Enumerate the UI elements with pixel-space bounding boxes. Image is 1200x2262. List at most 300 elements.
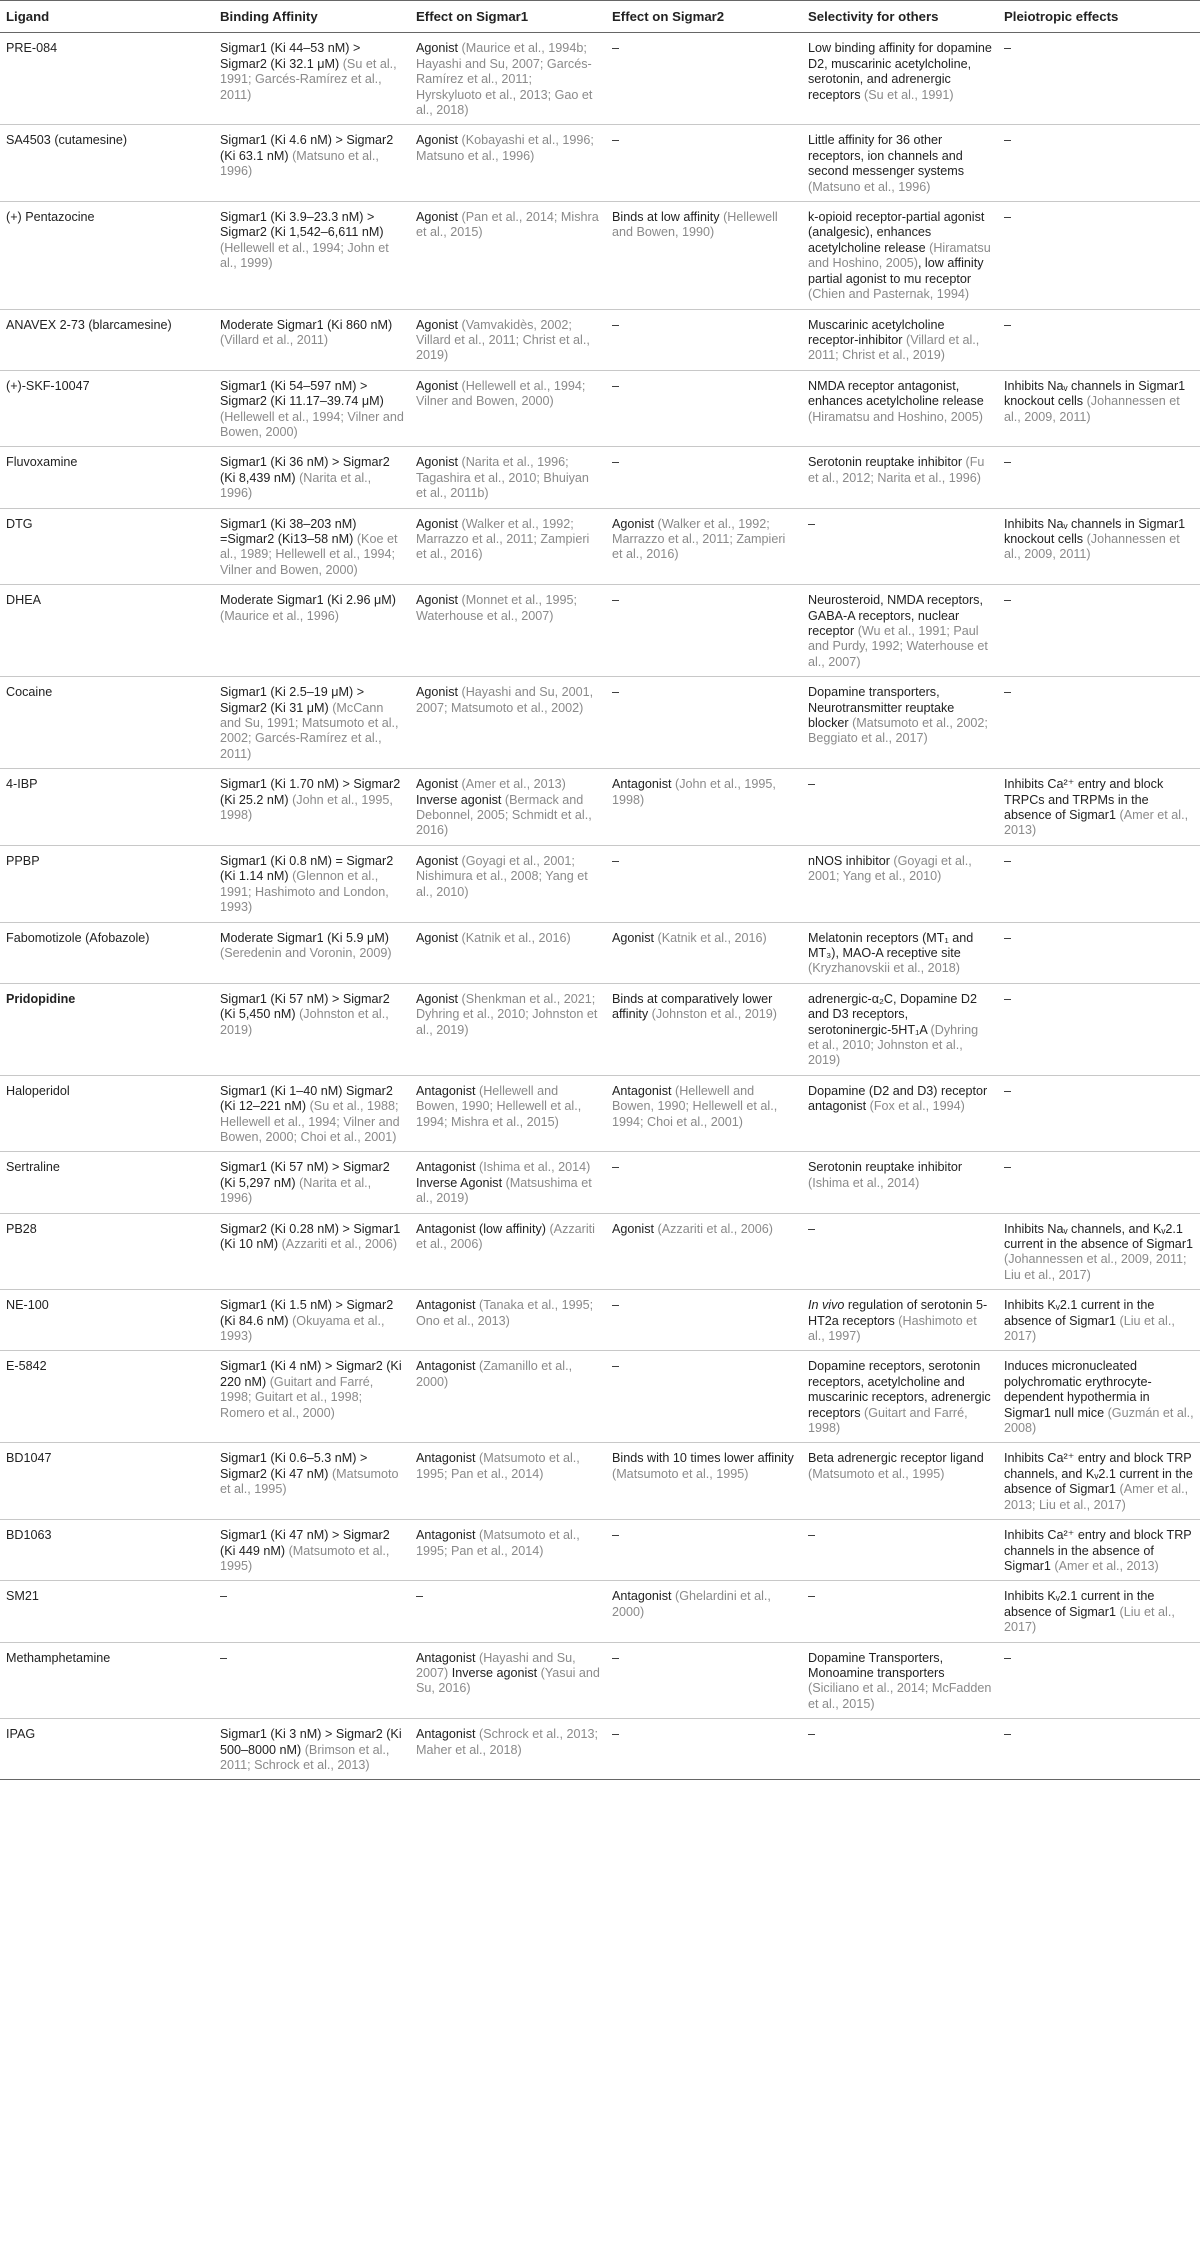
cell-text: –	[1004, 41, 1012, 56]
cell-text: Sigmar1 (Ki 44–53 nM) > Sigmar2 (Ki 32.1 μM)	[220, 41, 361, 71]
effect-sigmar1-cell	[410, 1075, 606, 1152]
pleiotropic-cell	[998, 447, 1200, 508]
table-row	[0, 1642, 1200, 1719]
cell-text: Moderate Sigmar1 (Ki 5.9 μM)	[220, 930, 389, 945]
cell-text: Agonist	[416, 930, 462, 945]
citation: (Villard et al., 2011)	[220, 332, 329, 347]
citation: (Hellewell and Bowen, 1990; Hellewell et al., 1994; Choi et al., 2001)	[612, 1083, 778, 1129]
ligand-name-cell: E-5842	[0, 1351, 214, 1443]
citation: (Hellewell et al., 1994; John et al., 1999)	[220, 240, 389, 271]
effect-sigmar2-cell	[606, 1075, 802, 1152]
cell-text: –	[612, 455, 620, 470]
cell-text: Serotonin reuptake inhibitor	[808, 1160, 963, 1175]
cell-text: –	[220, 1650, 228, 1665]
cell-text: Agonist	[416, 516, 462, 531]
citation: (Matsuno et al., 1996)	[220, 148, 379, 179]
cell-text: Moderate Sigmar1 (Ki 2.96 μM)	[220, 593, 396, 608]
effect-sigmar2-cell	[606, 1443, 802, 1520]
cell-text: –	[612, 1298, 620, 1313]
pleiotropic-cell	[998, 1443, 1200, 1520]
cell-text: Antagonist	[416, 1727, 480, 1742]
citation: (Glennon et al., 1991; Hashimoto and London, 1993)	[220, 869, 389, 915]
citation: (Yasui and Su, 2016)	[416, 1665, 600, 1696]
citation: (Azzariti et al., 2006)	[657, 1221, 774, 1236]
table-body	[0, 33, 1200, 1780]
effect-sigmar1-cell	[410, 1581, 606, 1642]
effect-sigmar1-cell	[410, 677, 606, 769]
effect-sigmar2-cell	[606, 1520, 802, 1581]
cell-text: –	[416, 1589, 424, 1604]
cell-text: Inverse agonist	[448, 1665, 541, 1680]
citation: (Walker et al., 1992; Marrazzo et al., 2011; Zampieri et al., 2016)	[612, 516, 786, 562]
citation: (Vamvakidès, 2002; Villard et al., 2011; Christ et al., 2019)	[416, 317, 590, 363]
citation: (John et al., 1995, 1998)	[612, 777, 776, 807]
ligand-name-cell: IPAG	[0, 1719, 214, 1780]
cell-text: Sigmar1 (Ki 47 nM) > Sigmar2 (Ki 449 nM)	[220, 1528, 390, 1558]
effect-sigmar1-cell	[410, 370, 606, 447]
citation: (Matsumoto et al., 1995; Pan et al., 2014)	[416, 1528, 580, 1558]
citation: (Johnston et al., 2019)	[651, 1007, 777, 1022]
ligand-name-cell: Methamphetamine	[0, 1642, 214, 1719]
effect-sigmar2-cell	[606, 922, 802, 983]
cell-text: Inhibits Kᵥ2.1 current in the absence of Sigmar1	[1004, 1589, 1155, 1619]
citation: (Walker et al., 1992; Marrazzo et al., 2011; Zampieri et al., 2016)	[416, 516, 590, 562]
cell-text: Sigmar1 (Ki 2.5–19 μM) > Sigmar2 (Ki 31 μM)	[220, 685, 365, 715]
binding-affinity-cell	[214, 1213, 410, 1290]
cell-text: Agonist	[416, 133, 462, 148]
cell-text: Antagonist (low affinity)	[416, 1221, 550, 1236]
effect-sigmar1-cell	[410, 1443, 606, 1520]
selectivity-cell	[802, 1581, 998, 1642]
selectivity-cell	[802, 1351, 998, 1443]
citation: (Kryzhanovskii et al., 2018)	[808, 961, 960, 976]
cell-text: Inhibits Ca²⁺ entry and block TRP channels in the absence of Sigmar1	[1004, 1528, 1192, 1573]
table-row	[0, 202, 1200, 309]
cell-text: Antagonist	[416, 1083, 480, 1098]
pleiotropic-cell	[998, 1581, 1200, 1642]
ligand-name-cell: SM21	[0, 1581, 214, 1642]
effect-sigmar2-cell	[606, 508, 802, 585]
citation: (Hellewell and Bowen, 1990)	[612, 210, 778, 240]
selectivity-cell	[802, 33, 998, 125]
cell-text: Sigmar1 (Ki 57 nM) > Sigmar2 (Ki 5,450 nM)	[220, 991, 390, 1022]
cell-text: Inhibits Ca²⁺ entry and block TRP channels, and Kᵥ2.1 current in the absence of Sigmar1	[1004, 1451, 1193, 1497]
effect-sigmar2-cell	[606, 585, 802, 677]
citation: (Chien and Pasternak, 1994)	[808, 287, 970, 302]
pleiotropic-cell	[998, 370, 1200, 447]
binding-affinity-cell	[214, 845, 410, 922]
citation: (Katnik et al., 2016)	[461, 930, 571, 945]
cell-text: Sigmar1 (Ki 1.5 nM) > Sigmar2 (Ki 84.6 nM)	[220, 1298, 394, 1328]
citation: (Seredenin and Voronin, 2009)	[220, 945, 392, 960]
pleiotropic-cell	[998, 508, 1200, 585]
cell-text: Sigmar1 (Ki 3.9–23.3 nM) > Sigmar2 (Ki 1,542–6,611 nM)	[220, 210, 384, 240]
cell-text: –	[1004, 593, 1012, 608]
citation: (Maurice et al., 1996)	[220, 608, 339, 623]
cell-text: –	[1004, 317, 1012, 332]
ligand-name-cell: Sertraline	[0, 1152, 214, 1213]
citation: (Tanaka et al., 1995; Ono et al., 2013)	[416, 1298, 594, 1328]
citation: (Fu et al., 2012; Narita et al., 1996)	[808, 455, 985, 485]
citation: (Su et al., 1991)	[864, 87, 954, 102]
effect-sigmar1-cell	[410, 1520, 606, 1581]
citation: (Matsumoto et al., 1995)	[220, 1543, 390, 1573]
selectivity-cell	[802, 1719, 998, 1780]
cell-text: Sigmar1 (Ki 0.8 nM) = Sigmar2 (Ki 1.14 nM)	[220, 853, 394, 884]
citation: (Hayashi and Su, 2007)	[416, 1650, 576, 1680]
binding-affinity-cell	[214, 33, 410, 125]
citation: (Ishima et al., 2014)	[479, 1160, 591, 1175]
binding-affinity-cell	[214, 677, 410, 769]
effect-sigmar1-cell	[410, 202, 606, 309]
cell-text: Sigmar1 (Ki 1–40 nM) Sigmar2 (Ki 12–221 nM)	[220, 1083, 393, 1114]
effect-sigmar2-cell	[606, 1642, 802, 1719]
binding-affinity-cell	[214, 1719, 410, 1780]
cell-text: Antagonist	[416, 1650, 480, 1665]
header-pleiotropic: Pleiotropic effects	[998, 1, 1200, 33]
citation: (McCann and Su, 1991; Matsumoto et al., 2002; Garcés-Ramírez et al., 2011)	[220, 700, 399, 761]
selectivity-cell	[802, 1443, 998, 1520]
cell-text: –	[612, 1727, 620, 1742]
citation: (Johannessen et al., 2009, 2011)	[1004, 394, 1180, 424]
cell-text: Binds at low affinity	[612, 210, 724, 225]
citation: (John et al., 1995, 1998)	[220, 792, 393, 823]
binding-affinity-cell	[214, 1351, 410, 1443]
effect-sigmar1-cell	[410, 1351, 606, 1443]
cell-text: nNOS inhibitor	[808, 853, 894, 868]
cell-text: , low affinity partial agonist to mu receptor	[808, 256, 984, 286]
cell-text: Beta adrenergic receptor ligand	[808, 1451, 984, 1466]
cell-text: –	[1004, 133, 1012, 148]
citation: (Okuyama et al., 1993)	[220, 1313, 385, 1344]
header-selectivity: Selectivity for others	[802, 1, 998, 33]
cell-text: –	[1004, 1083, 1012, 1098]
table-row	[0, 1443, 1200, 1520]
cell-text: Agonist	[612, 516, 658, 531]
table-row	[0, 1719, 1200, 1780]
cell-text: Antagonist	[612, 1589, 676, 1604]
selectivity-cell	[802, 1520, 998, 1581]
cell-text: –	[1004, 210, 1012, 225]
pleiotropic-cell	[998, 202, 1200, 309]
cell-text: regulation of serotonin 5-HT2a receptors	[808, 1298, 988, 1328]
citation: (Ishima et al., 2014)	[808, 1175, 920, 1190]
cell-text: Agonist	[416, 210, 462, 225]
cell-text: –	[808, 1727, 816, 1742]
cell-text: –	[612, 317, 620, 332]
citation: (Goyagi et al., 2001; Yang et al., 2010)	[808, 853, 972, 884]
citation: (Guzmán et al., 2008)	[1004, 1405, 1194, 1436]
cell-text: Melatonin receptors (MT₁ and MT₃), MAO-A receptive site	[808, 930, 974, 960]
selectivity-cell	[802, 508, 998, 585]
pleiotropic-cell	[998, 1213, 1200, 1290]
table-header	[0, 1, 1200, 33]
cell-text: Sigmar1 (Ki 1.70 nM) > Sigmar2 (Ki 25.2 nM)	[220, 777, 401, 807]
cell-text: Agonist	[416, 991, 462, 1006]
cell-text: Agonist	[416, 317, 462, 332]
citation: (Maurice et al., 1994b; Hayashi and Su, 2007; Garcés-Ramírez et al., 2011; Hyrskyluoto et al., 2013; Gao et al., 2018)	[416, 41, 593, 118]
citation: (Shenkman et al., 2021; Dyhring et al., 2010; Johnston et al., 2019)	[416, 991, 598, 1037]
table-row	[0, 447, 1200, 508]
effect-sigmar1-cell	[410, 1719, 606, 1780]
citation: (Liu et al., 2017)	[1004, 1604, 1175, 1635]
table-row	[0, 33, 1200, 125]
cell-text: Sigmar1 (Ki 54–597 nM) > Sigmar2 (Ki 11.17–39.74 μM)	[220, 378, 384, 409]
header-row	[0, 1, 1200, 33]
cell-text: Sigmar2 (Ki 0.28 nM) > Sigmar1 (Ki 10 nM)	[220, 1221, 401, 1251]
citation: (Azzariti et al., 2006)	[281, 1237, 398, 1251]
table-row	[0, 1290, 1200, 1351]
cell-text: Agonist	[416, 593, 462, 608]
cell-text: Binds with 10 times lower affinity	[612, 1451, 794, 1466]
citation: (Su et al., 1991; Garcés-Ramírez et al., 2011)	[220, 56, 397, 102]
citation: (Amer et al., 2013; Liu et al., 2017)	[1004, 1482, 1189, 1512]
citation: (Siciliano et al., 2014; McFadden et al., 2015)	[808, 1681, 992, 1711]
citation: (Kobayashi et al., 1996; Matsuno et al., 1996)	[416, 133, 594, 163]
ligand-name-cell: NE-100	[0, 1290, 214, 1351]
citation: (Koe et al., 1989; Hellewell et al., 1994; Vilner and Bowen, 2000)	[220, 531, 398, 577]
citation: (Matsumoto et al., 1995)	[220, 1466, 399, 1497]
pleiotropic-cell	[998, 1351, 1200, 1443]
ligand-name-cell: Haloperidol	[0, 1075, 214, 1152]
citation: (Hellewell et al., 1994; Vilner and Bowen, 2000)	[416, 378, 586, 409]
cell-text: k-opioid receptor-partial agonist (analgesic), enhances acetylcholine release	[808, 210, 985, 255]
binding-affinity-cell	[214, 769, 410, 846]
header-effect-sigmar1: Effect on Sigmar1	[410, 1, 606, 33]
citation: (Monnet et al., 1995; Waterhouse et al., 2007)	[416, 593, 578, 623]
table-row	[0, 677, 1200, 769]
citation: (Matsuno et al., 1996)	[808, 179, 931, 194]
citation: (Narita et al., 1996; Tagashira et al., 2010; Bhuiyan et al., 2011b)	[416, 455, 589, 501]
cell-text: Dopamine (D2 and D3) receptor antagonist	[808, 1083, 988, 1114]
citation: (Su et al., 1988; Hellewell et al., 1994; Vilner and Bowen, 2000; Choi et al., 2001)	[220, 1099, 400, 1144]
cell-text: Sigmar1 (Ki 57 nM) > Sigmar2 (Ki 5,297 nM)	[220, 1160, 390, 1190]
ligand-name-cell: ANAVEX 2-73 (blarcamesine)	[0, 309, 214, 370]
cell-text: Inhibits Kᵥ2.1 current in the absence of Sigmar1	[1004, 1298, 1155, 1328]
citation: (Hayashi and Su, 2001, 2007; Matsumoto et al., 2002)	[416, 685, 594, 715]
cell-text: Sigmar1 (Ki 4.6 nM) > Sigmar2 (Ki 63.1 nM)	[220, 133, 394, 163]
cell-text: Agonist	[612, 1221, 658, 1236]
cell-text: Little affinity for 36 other receptors, ion channels and second messenger systems	[808, 133, 965, 179]
selectivity-cell	[802, 677, 998, 769]
cell-text: –	[1004, 1727, 1012, 1742]
cell-text: Antagonist	[416, 1298, 480, 1313]
citation: (Johannessen et al., 2009, 2011; Liu et al., 2017)	[1004, 1252, 1187, 1282]
table-row	[0, 1520, 1200, 1581]
pleiotropic-cell	[998, 125, 1200, 202]
table-row	[0, 585, 1200, 677]
selectivity-cell	[802, 1213, 998, 1290]
ligand-name-cell: DTG	[0, 508, 214, 585]
cell-text: Dopamine Transporters, Monoamine transporters	[808, 1650, 945, 1680]
table-row	[0, 1075, 1200, 1152]
effect-sigmar2-cell	[606, 677, 802, 769]
selectivity-cell	[802, 309, 998, 370]
selectivity-cell	[802, 1075, 998, 1152]
binding-affinity-cell	[214, 309, 410, 370]
citation: (Matsumoto et al., 1995; Pan et al., 2014)	[416, 1451, 580, 1481]
pleiotropic-cell	[998, 677, 1200, 769]
effect-sigmar2-cell	[606, 845, 802, 922]
citation: (Hashimoto et al., 1997)	[808, 1313, 977, 1344]
cell-text: –	[1004, 1650, 1012, 1665]
cell-text: –	[1004, 930, 1012, 945]
table-row	[0, 769, 1200, 846]
cell-text: –	[1004, 685, 1012, 700]
binding-affinity-cell	[214, 125, 410, 202]
citation: (Wu et al., 1991; Paul and Purdy, 1992; Waterhouse et al., 2007)	[808, 624, 988, 669]
effect-sigmar2-cell	[606, 983, 802, 1075]
cell-text: Dopamine receptors, serotonin receptors, acetylcholine and muscarinic receptors, adrenergic receptors	[808, 1359, 991, 1420]
cell-text: Agonist	[416, 455, 462, 470]
effect-sigmar2-cell	[606, 1719, 802, 1780]
cell-text: Binds at comparatively lower affinity	[612, 991, 773, 1022]
ligand-name-cell: PRE-084	[0, 33, 214, 125]
citation: (Ghelardini et al., 2000)	[612, 1589, 771, 1619]
header-ligand: Ligand	[0, 1, 214, 33]
cell-text: Agonist	[416, 685, 462, 700]
effect-sigmar2-cell	[606, 447, 802, 508]
table-row	[0, 922, 1200, 983]
binding-affinity-cell	[214, 983, 410, 1075]
citation: (Hiramatsu and Hoshino, 2005)	[808, 409, 984, 424]
citation: (Azzariti et al., 2006)	[416, 1221, 595, 1251]
cell-text: –	[612, 41, 620, 56]
effect-sigmar1-cell	[410, 983, 606, 1075]
cell-text: Sigmar1 (Ki 38–203 nM) =Sigmar2 (Ki13–58 nM)	[220, 516, 357, 546]
cell-text: Inhibits Naᵥ channels in Sigmar1 knockout cells	[1004, 516, 1186, 546]
effect-sigmar1-cell	[410, 1152, 606, 1213]
citation: (Villard et al., 2011; Christ et al., 2019)	[808, 332, 980, 363]
effect-sigmar1-cell	[410, 845, 606, 922]
pleiotropic-cell	[998, 922, 1200, 983]
ligand-name-cell: BD1063	[0, 1520, 214, 1581]
effect-sigmar2-cell	[606, 1581, 802, 1642]
cell-text: Antagonist	[416, 1359, 480, 1374]
cell-text: Antagonist	[416, 1160, 480, 1175]
effect-sigmar1-cell	[410, 922, 606, 983]
cell-text: –	[1004, 1160, 1012, 1175]
selectivity-cell	[802, 1642, 998, 1719]
binding-affinity-cell	[214, 447, 410, 508]
cell-text: –	[808, 1221, 816, 1236]
pleiotropic-cell	[998, 1520, 1200, 1581]
selectivity-cell	[802, 447, 998, 508]
binding-affinity-cell	[214, 1075, 410, 1152]
binding-affinity-cell	[214, 1152, 410, 1213]
ligand-name-cell: (+)-SKF-10047	[0, 370, 214, 447]
cell-text: Sigmar1 (Ki 3 nM) > Sigmar2 (Ki 500–8000 nM)	[220, 1727, 402, 1757]
cell-text: –	[612, 133, 620, 148]
effect-sigmar2-cell	[606, 309, 802, 370]
binding-affinity-cell	[214, 508, 410, 585]
binding-affinity-cell	[214, 202, 410, 309]
cell-text: –	[220, 1589, 228, 1604]
pleiotropic-cell	[998, 1719, 1200, 1780]
citation: (Katnik et al., 2016)	[657, 930, 767, 945]
cell-text: –	[612, 378, 620, 393]
citation: (Matsumoto et al., 1995)	[808, 1466, 945, 1481]
effect-sigmar2-cell	[606, 33, 802, 125]
selectivity-cell	[802, 202, 998, 309]
effect-sigmar1-cell	[410, 585, 606, 677]
citation: (Hellewell et al., 1994; Vilner and Bowen, 2000)	[220, 409, 404, 439]
ligand-name-cell: SA4503 (cutamesine)	[0, 125, 214, 202]
binding-affinity-cell	[214, 1520, 410, 1581]
ligand-name-cell: Fluvoxamine	[0, 447, 214, 508]
cell-text: –	[612, 1650, 620, 1665]
effect-sigmar1-cell	[410, 1290, 606, 1351]
cell-text: Agonist	[612, 930, 658, 945]
ligand-name-cell: (+) Pentazocine	[0, 202, 214, 309]
cell-text: NMDA receptor antagonist, enhances acetylcholine release	[808, 378, 984, 409]
cell-text: Inverse agonist	[416, 792, 505, 807]
effect-sigmar2-cell	[606, 125, 802, 202]
cell-text: Sigmar1 (Ki 4 nM) > Sigmar2 (Ki 220 nM)	[220, 1359, 402, 1389]
citation: (Hiramatsu and Hoshino, 2005)	[808, 240, 991, 271]
selectivity-cell	[802, 1290, 998, 1351]
cell-text: Antagonist	[416, 1451, 480, 1466]
effect-sigmar2-cell	[606, 370, 802, 447]
binding-affinity-cell	[214, 585, 410, 677]
cell-text: Antagonist	[612, 1083, 676, 1098]
binding-affinity-cell	[214, 1443, 410, 1520]
table-row	[0, 1351, 1200, 1443]
cell-text: –	[612, 1359, 620, 1374]
table-row	[0, 309, 1200, 370]
citation: (Matsushima et al., 2019)	[416, 1175, 592, 1206]
effect-sigmar1-cell	[410, 1213, 606, 1290]
citation: (Fox et al., 1994)	[869, 1099, 965, 1114]
citation: (Guitart and Farré, 1998; Guitart et al., 1998; Romero et al., 2000)	[220, 1374, 374, 1420]
citation: (Amer et al., 2013)	[1054, 1558, 1159, 1573]
citation: (Matsumoto et al., 2002; Beggiato et al., 2017)	[808, 716, 988, 746]
effect-sigmar2-cell	[606, 1152, 802, 1213]
cell-text: Low binding affinity for dopamine D2, muscarinic acetylcholine, serotonin, and adrenergic receptors	[808, 41, 992, 102]
table-row	[0, 1581, 1200, 1642]
cell-text: Moderate Sigmar1 (Ki 860 nM)	[220, 317, 393, 332]
ligand-name-cell: PPBP	[0, 845, 214, 922]
citation: (Johannessen et al., 2009, 2011)	[1004, 531, 1180, 562]
effect-sigmar1-cell	[410, 447, 606, 508]
cell-text: –	[808, 516, 816, 531]
cell-text: –	[1004, 991, 1012, 1006]
cell-text: –	[612, 1528, 620, 1543]
cell-text: Inverse Agonist	[416, 1175, 506, 1190]
pleiotropic-cell	[998, 983, 1200, 1075]
cell-text: Agonist	[416, 853, 462, 868]
selectivity-cell	[802, 125, 998, 202]
binding-affinity-cell	[214, 922, 410, 983]
ligand-name-cell: Cocaine	[0, 677, 214, 769]
cell-text: Neurosteroid, NMDA receptors, GABA-A receptors, nuclear receptor	[808, 593, 983, 638]
citation: (Goyagi et al., 2001; Nishimura et al., 2008; Yang et al., 2010)	[416, 853, 588, 899]
pleiotropic-cell	[998, 845, 1200, 922]
citation: (Zamanillo et al., 2000)	[416, 1359, 573, 1389]
binding-affinity-cell	[214, 1642, 410, 1719]
effect-sigmar2-cell	[606, 1351, 802, 1443]
cell-text: Inhibits Naᵥ channels, and Kᵥ2.1 current in the absence of Sigmar1	[1004, 1221, 1194, 1251]
citation: (Bermack and Debonnel, 2005; Schmidt et al., 2016)	[416, 792, 592, 838]
pleiotropic-cell	[998, 1642, 1200, 1719]
cell-text: Inhibits Ca²⁺ entry and block TRPCs and TRPMs in the absence of Sigmar1	[1004, 777, 1164, 823]
ligand-name-cell: BD1047	[0, 1443, 214, 1520]
cell-text: –	[612, 1160, 620, 1175]
selectivity-cell	[802, 370, 998, 447]
effect-sigmar1-cell	[410, 1642, 606, 1719]
table-row	[0, 370, 1200, 447]
pleiotropic-cell	[998, 1152, 1200, 1213]
